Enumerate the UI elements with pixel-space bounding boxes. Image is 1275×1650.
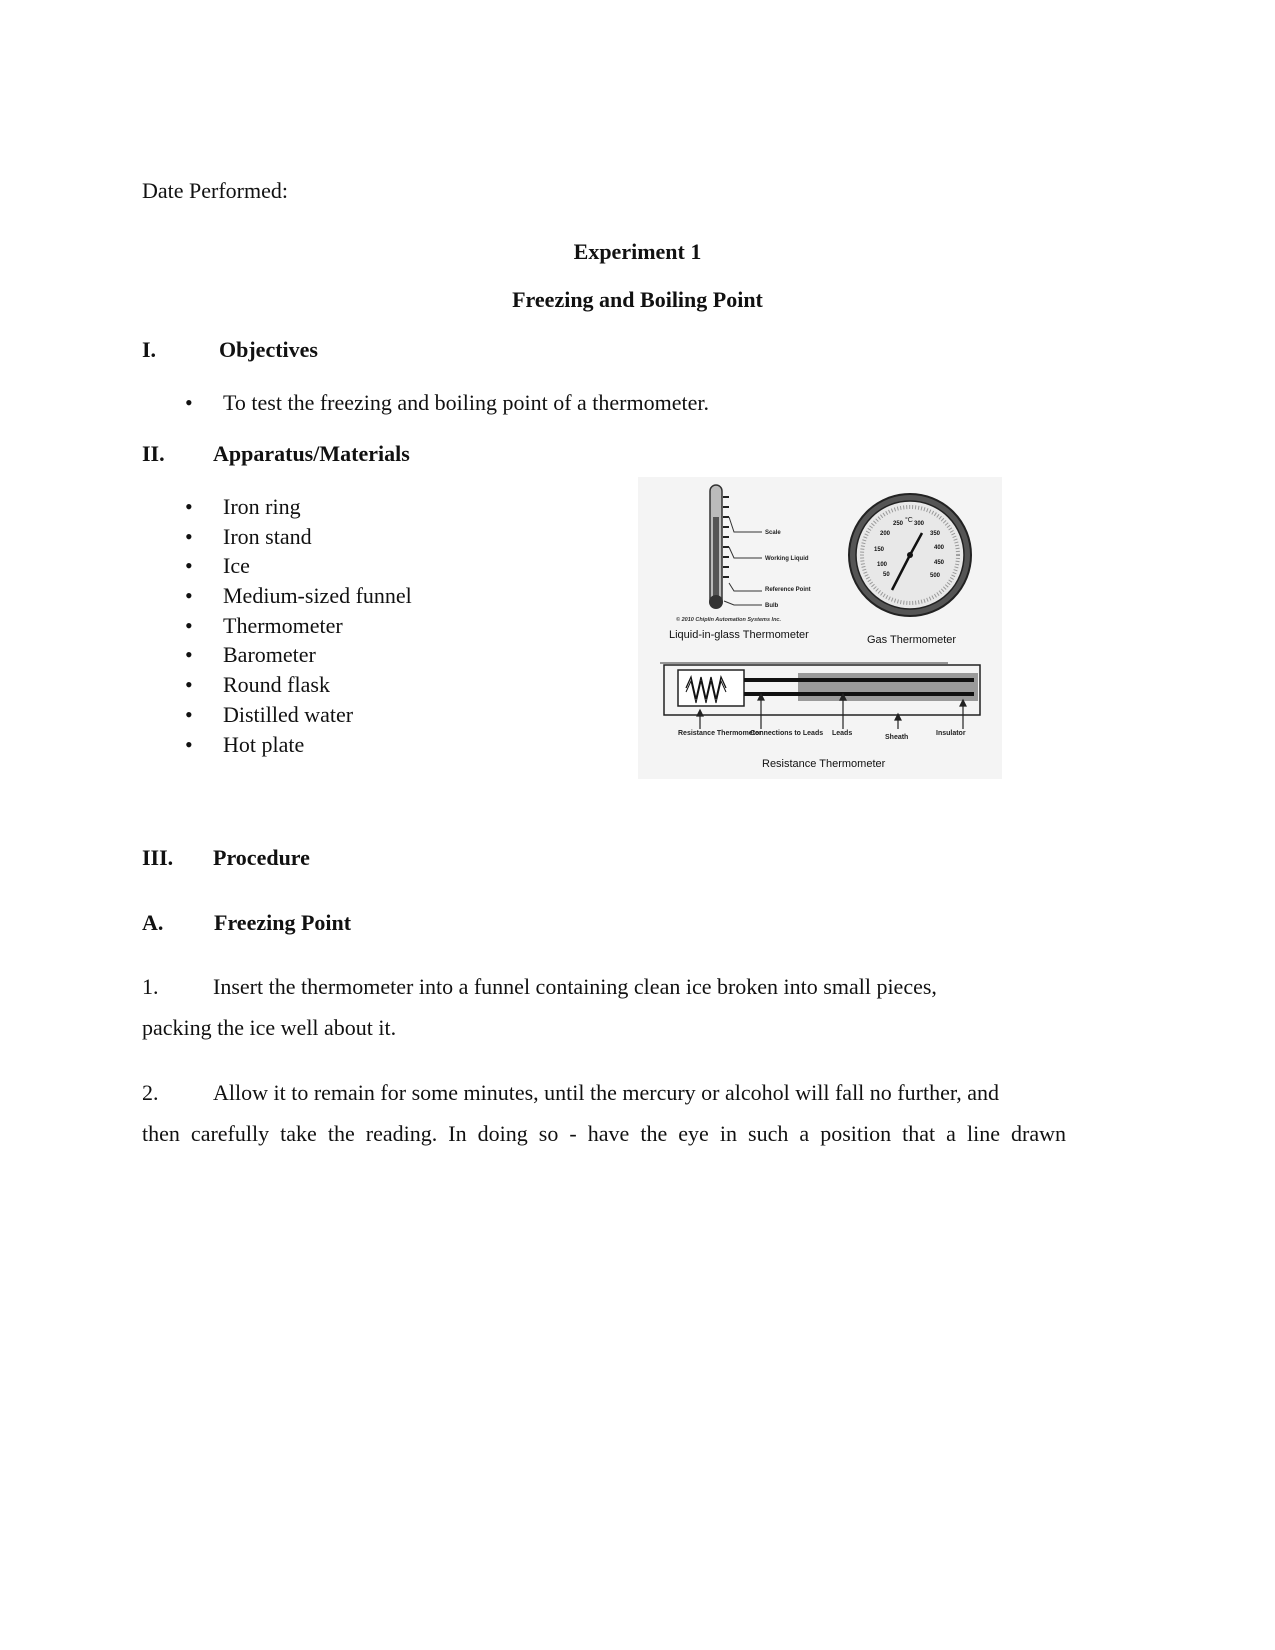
leads-label: Leads: [832, 730, 853, 737]
resistance-thermometer-caption: Resistance Thermometer: [762, 758, 886, 770]
gauge-tick-label: 350: [930, 531, 941, 537]
section-2-heading: Apparatus/Materials: [213, 441, 410, 466]
step-2-line-1: Allow it to remain for some minutes, until the mercury or alcohol will fall no further, and: [213, 1080, 1000, 1105]
list-item: • Iron stand: [185, 523, 312, 549]
objectives-list: [185, 388, 709, 418]
bullet-icon: •: [185, 523, 193, 549]
liquid-thermometer-caption: Liquid-in-glass Thermometer: [669, 629, 809, 641]
list-item: • Distilled water: [185, 701, 354, 727]
experiment-subtitle: Freezing and Boiling Point: [512, 287, 763, 312]
connections-label: Connections to Leads: [750, 730, 824, 737]
section-3-numeral: III.: [142, 845, 174, 870]
scale-label: Scale: [765, 530, 781, 536]
sheath-label: Sheath: [885, 734, 909, 741]
gauge-tick-label: 500: [930, 573, 941, 579]
gauge-tick-label: 400: [934, 545, 945, 551]
bullet-icon: •: [185, 553, 193, 579]
step-2-line-2: then carefully take the reading. In doing so - have the eye in such a position that a line drawn: [142, 1121, 1066, 1146]
bullet-icon: •: [185, 390, 193, 415]
gas-thermometer-caption: Gas Thermometer: [867, 634, 957, 646]
thermometers-figure: [638, 477, 1002, 779]
gauge-tick-label: 150: [874, 547, 885, 553]
section-1-numeral: I.: [142, 337, 157, 362]
section-1-heading: Objectives: [219, 337, 318, 362]
gauge-tick-label: 50: [883, 572, 890, 578]
list-item: • Medium-sized funnel: [185, 583, 412, 609]
list-item: • Barometer: [185, 642, 316, 668]
gauge-unit: °C: [905, 517, 913, 524]
bullet-icon: •: [185, 494, 193, 519]
bulb-label: Bulb: [765, 603, 779, 609]
materials-list: [185, 492, 412, 759]
subsection-a-letter: A.: [142, 910, 164, 935]
list-item: • Round flask: [185, 672, 330, 698]
gauge-tick-label: 300: [914, 521, 925, 527]
step-1-number: 1.: [142, 974, 159, 999]
subsection-a-heading: Freezing Point: [214, 910, 352, 935]
step-1-line-2: packing the ice well about it.: [142, 1015, 397, 1040]
gauge-tick-label: 450: [934, 560, 945, 566]
resistance-element-label: Resistance Thermometer: [678, 730, 762, 737]
list-item: • Thermometer: [185, 612, 343, 638]
reference-point-label: Reference Point: [765, 587, 811, 593]
date-performed-label: Date Performed:: [142, 178, 288, 203]
gauge-tick-label: 200: [880, 531, 891, 537]
section-2-numeral: II.: [142, 441, 165, 466]
gas-thermometer-gauge-icon: [849, 494, 971, 616]
copyright-text: © 2010 Chiplin Automation Systems Inc.: [676, 617, 782, 623]
bullet-icon: •: [185, 731, 193, 757]
experiment-title: Experiment 1: [573, 239, 702, 264]
step-1-line-1: Insert the thermometer into a funnel containing clean ice broken into small pieces,: [213, 974, 937, 999]
list-item: • To test the freezing and boiling point of a thermometer.: [185, 390, 709, 415]
gauge-tick-label: 250: [893, 521, 904, 527]
bullet-icon: •: [185, 672, 193, 698]
list-item: • Ice: [185, 553, 250, 579]
working-liquid-label: Working Liquid: [765, 556, 809, 562]
gauge-tick-label: 100: [877, 562, 888, 568]
section-3-heading: Procedure: [213, 845, 310, 870]
bullet-icon: •: [185, 583, 193, 609]
bullet-icon: •: [185, 612, 193, 638]
insulator-label: Insulator: [936, 730, 966, 737]
bullet-icon: •: [185, 642, 193, 668]
bullet-icon: •: [185, 701, 193, 727]
step-2-number: 2.: [142, 1080, 159, 1105]
list-item: • Iron ring: [185, 494, 301, 519]
list-item: • Hot plate: [185, 731, 305, 757]
